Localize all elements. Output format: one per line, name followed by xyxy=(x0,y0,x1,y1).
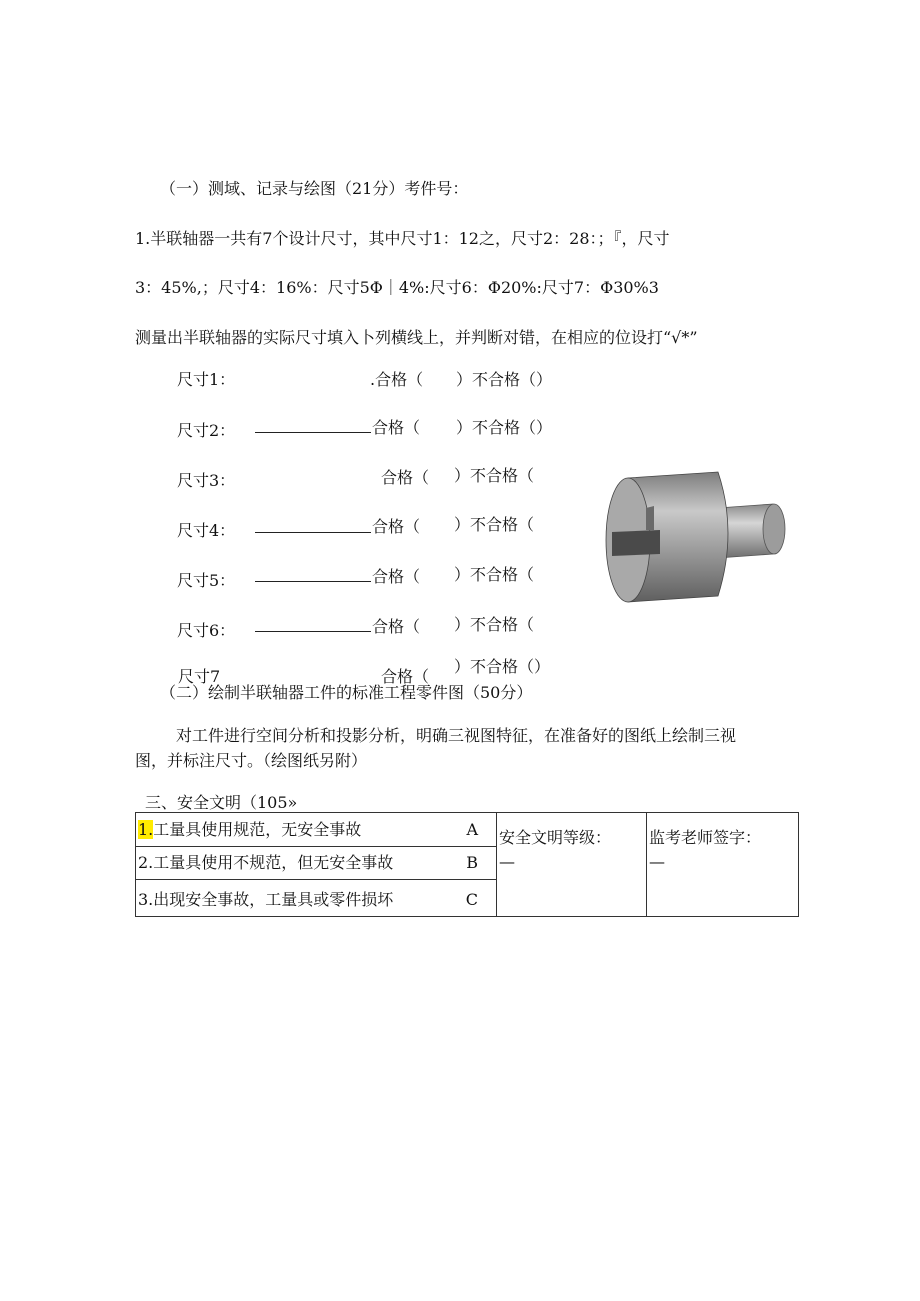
size-label: 尺寸6： xyxy=(177,621,236,640)
fail-option[interactable]: ）不合格（） xyxy=(456,418,553,437)
fail-option[interactable]: ）不合格（） xyxy=(456,370,553,389)
pass-option[interactable]: 合格（ xyxy=(381,667,430,686)
measurement-input[interactable] xyxy=(255,532,371,533)
signature-value[interactable]: — xyxy=(649,852,665,871)
size-label: 尺寸4： xyxy=(177,521,236,540)
pass-option[interactable]: .合格（ xyxy=(370,370,424,389)
size-label: 尺寸1： xyxy=(177,370,236,389)
item-number: 2. xyxy=(138,853,154,872)
safety-level-cell[interactable] xyxy=(497,813,647,917)
item-number: 1. xyxy=(138,820,154,839)
item-number: 3. xyxy=(138,890,154,909)
item-grade: B xyxy=(466,853,478,872)
pass-option[interactable]: 合格（ xyxy=(372,567,421,586)
safety-item xyxy=(136,813,496,847)
item-grade: C xyxy=(465,890,478,909)
safety-item xyxy=(136,847,496,880)
signature-label: 监考老师签字： xyxy=(649,828,762,847)
item-grade: A xyxy=(466,820,478,839)
section2-heading: （二）绘制半联轴器工件的标准工程零件图（50分） xyxy=(160,683,533,702)
safety-table xyxy=(135,812,799,917)
intro-line-2: 3：45%,；尺寸4：16%：尺寸5Φ｜4%:尺寸6：Φ20%:尺寸7：Φ30%3 xyxy=(135,278,659,297)
fail-option[interactable]: ）不合格（ xyxy=(454,515,535,534)
fail-option[interactable]: ）不合格（ xyxy=(454,615,535,634)
size-label: 尺寸2： xyxy=(177,421,236,440)
section3-heading: 三、安全文明（105» xyxy=(145,793,298,812)
pass-option[interactable]: 合格（ xyxy=(372,418,421,437)
size-label: 尺寸5： xyxy=(177,571,236,590)
instruction-line: 测量出半联轴器的实际尺寸填入卜列横线上，并判断对错，在相应的位设打“√*” xyxy=(135,328,698,347)
pass-option[interactable]: 合格（ xyxy=(372,517,421,536)
fail-option[interactable]: ）不合格（ xyxy=(454,466,535,485)
signature-cell[interactable] xyxy=(647,813,799,917)
measurement-input[interactable] xyxy=(255,432,371,433)
measurement-input[interactable] xyxy=(255,631,371,632)
item-text: 工量具使用规范，无安全事故 xyxy=(153,820,362,839)
size-label: 尺寸3： xyxy=(177,471,236,490)
safety-level-value[interactable]: — xyxy=(499,852,515,871)
size-label: 尺寸7 xyxy=(178,667,221,686)
section1-heading: （一）测域、记录与绘图（21分）考件号： xyxy=(160,179,469,198)
pass-option[interactable]: 合格（ xyxy=(381,468,430,487)
item-text: 工量具使用不规范，但无安全事故 xyxy=(153,853,394,872)
safety-level-label: 安全文明等级： xyxy=(499,828,612,847)
item-text: 出现安全事故，工量具或零件损坏 xyxy=(153,890,394,909)
fail-option[interactable]: ）不合格（） xyxy=(454,657,551,676)
intro-line-1: 1.半联轴器一共有7个设计尺寸，其中尺寸1：12之，尺寸2：28：；『，尺寸 xyxy=(135,229,670,248)
measurement-input[interactable] xyxy=(255,581,371,582)
fail-option[interactable]: ）不合格（ xyxy=(454,565,535,584)
section2-body-line-2: 图，并标注尺寸。（绘图纸另附） xyxy=(135,751,368,770)
safety-item xyxy=(136,880,496,916)
section2-body-line-1: 对工件进行空间分析和投影分析，明确三视图特征，在准备好的图纸上绘制三视 xyxy=(176,726,737,745)
safety-items-cell xyxy=(136,813,497,917)
pass-option[interactable]: 合格（ xyxy=(372,617,421,636)
coupling-part-image xyxy=(598,468,798,608)
